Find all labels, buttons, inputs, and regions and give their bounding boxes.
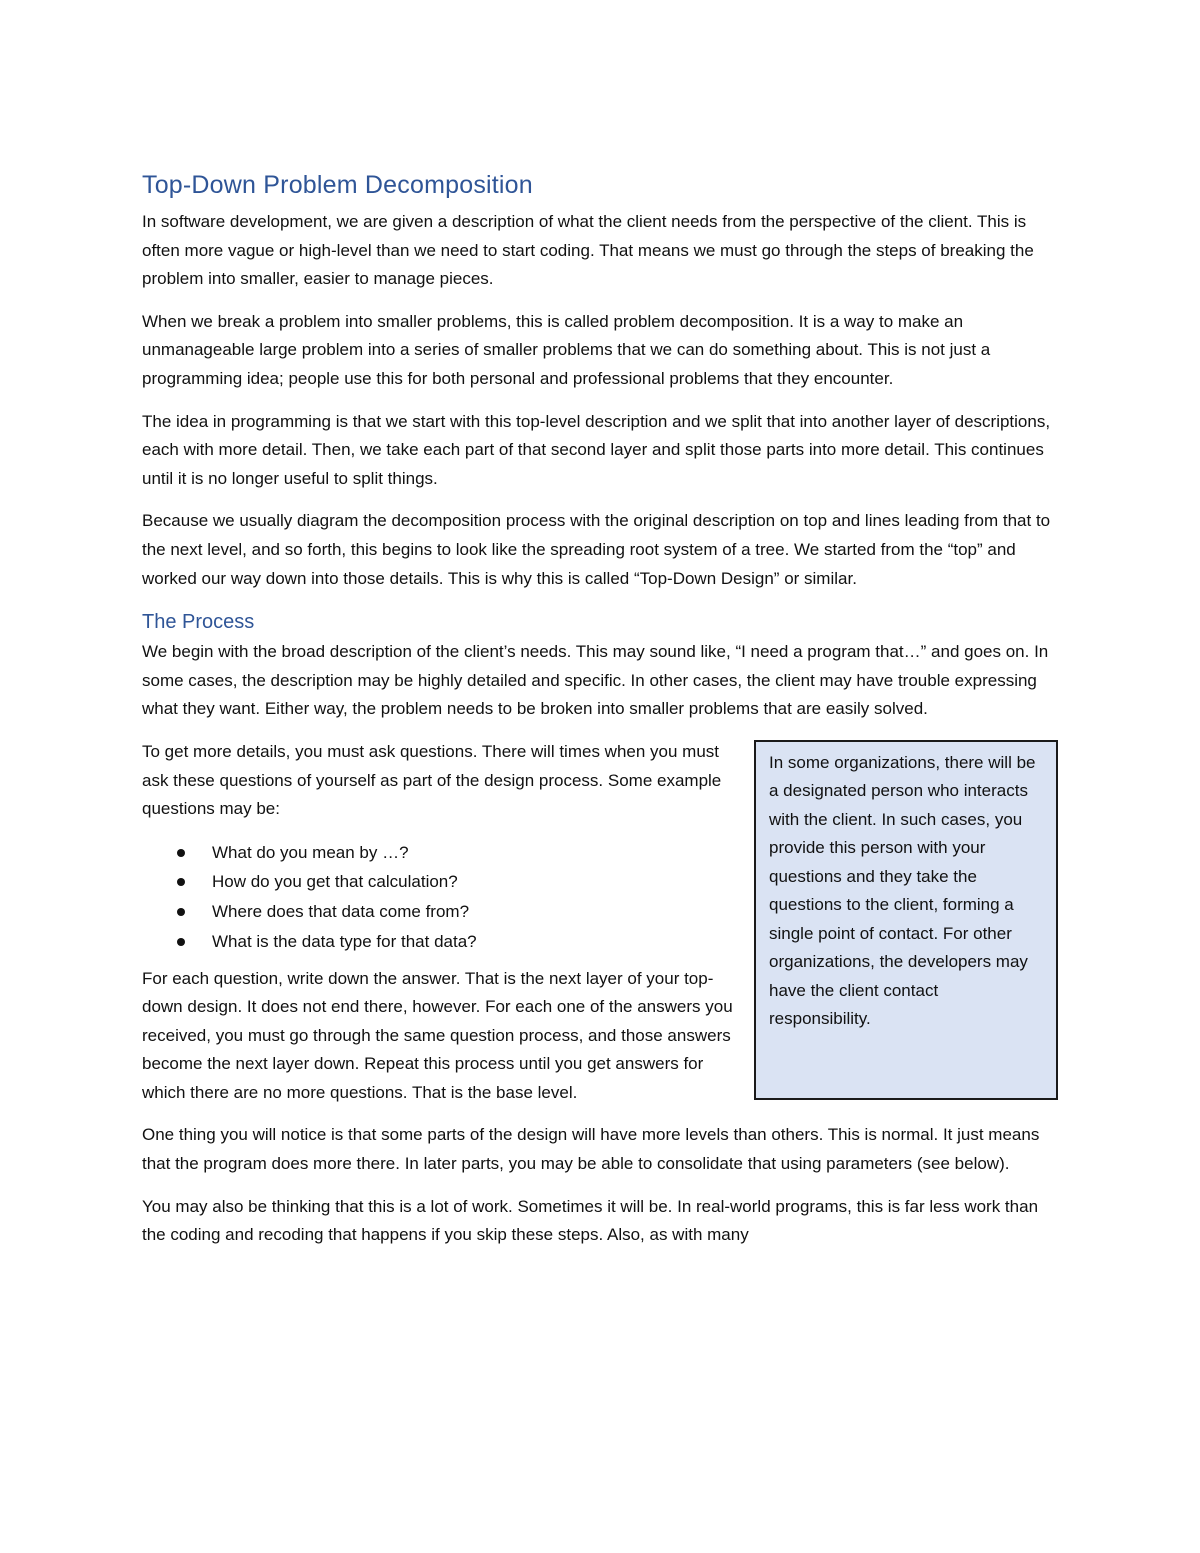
closing-paragraph-2: You may also be thinking that this is a lot of work. Sometimes it will be. In real-world programs, this is far less work than the coding and recoding that happens if you skip these steps. Also, as with many [142,1196,1039,1245]
intro-paragraph-4: Because we usually diagram the decomposition process with the original description on top and lines leading from that to the next level, and so forth, this begins to look like the spreading root system of a tree. We started from the “top” and worked our way down into those details. This is why this is called “Top-Down Design” or similar. [142,511,1051,588]
intro-paragraph-1: In software development, we are given a description of what the client needs from the perspective of the client. This is often more vague or high-level than we need to start coding. That means we must go through the steps of breaking the problem into smaller, easier to manage pieces. [142,212,1034,289]
questions-column [142,738,738,1108]
list-item: Where does that data come from? [142,897,738,927]
intro-paragraph-3: The idea in programming is that we start with this top-level description and we split that into another layer of descriptions, each with more detail. Then, we take each part of that second layer and split those parts into more detail. This continues until it is no longer useful to split things. [142,411,1051,488]
questions-intro-paragraph: To get more details, you must ask questions. There will times when you must ask these questions of yourself as part of the design process. Some example questions may be: [142,741,722,819]
list-item: What do you mean by …? [142,838,738,868]
intro-paragraph-2: When we break a problem into smaller problems, this is called problem decomposition. It is a way to make an unmanageable large problem into a series of smaller problems that we can do something about. This is not just a programming idea; people use this for both personal and professional problems that they encounter. [142,311,991,388]
process-paragraph: We begin with the broad description of the client’s needs. This may sound like, “I need a program that…” and goes on. In some cases, the description may be highly detailed and specific. In other cases, the client may have trouble expressing what they want. Either way, the problem needs to be broken into smaller problems that are easily solved. [142,642,1049,719]
questions-section [142,738,1058,1108]
questions-list [142,838,738,957]
section-heading-process: The Process [142,611,255,634]
page-title: Top-Down Problem Decomposition [142,171,533,199]
sidebar-note-text: In some organizations, there will be a designated person who interacts with the client. In such cases, you provide this person with your questions and they take the questions to the client, forming a single point of contact. For other organizations, the developers may have the client contact responsibility. [769,752,1036,1029]
list-item: What is the data type for that data? [142,927,738,957]
closing-paragraph-1: One thing you will notice is that some parts of the design will have more levels than others. This is normal. It just means that the program does more there. In later parts, you may be able to consolidate that using parameters (see below). [142,1125,1040,1174]
answers-paragraph: For each question, write down the answer. That is the next layer of your top-down design. It does not end there, however. For each one of the answers you received, you must go through the same question process, and those answers become the next layer down. Repeat this process until you get answers for which there are no more questions. That is the base level. [142,968,733,1102]
sidebar-note-box [754,740,1058,1100]
list-item: How do you get that calculation? [142,867,738,897]
document-body [142,168,1058,1264]
